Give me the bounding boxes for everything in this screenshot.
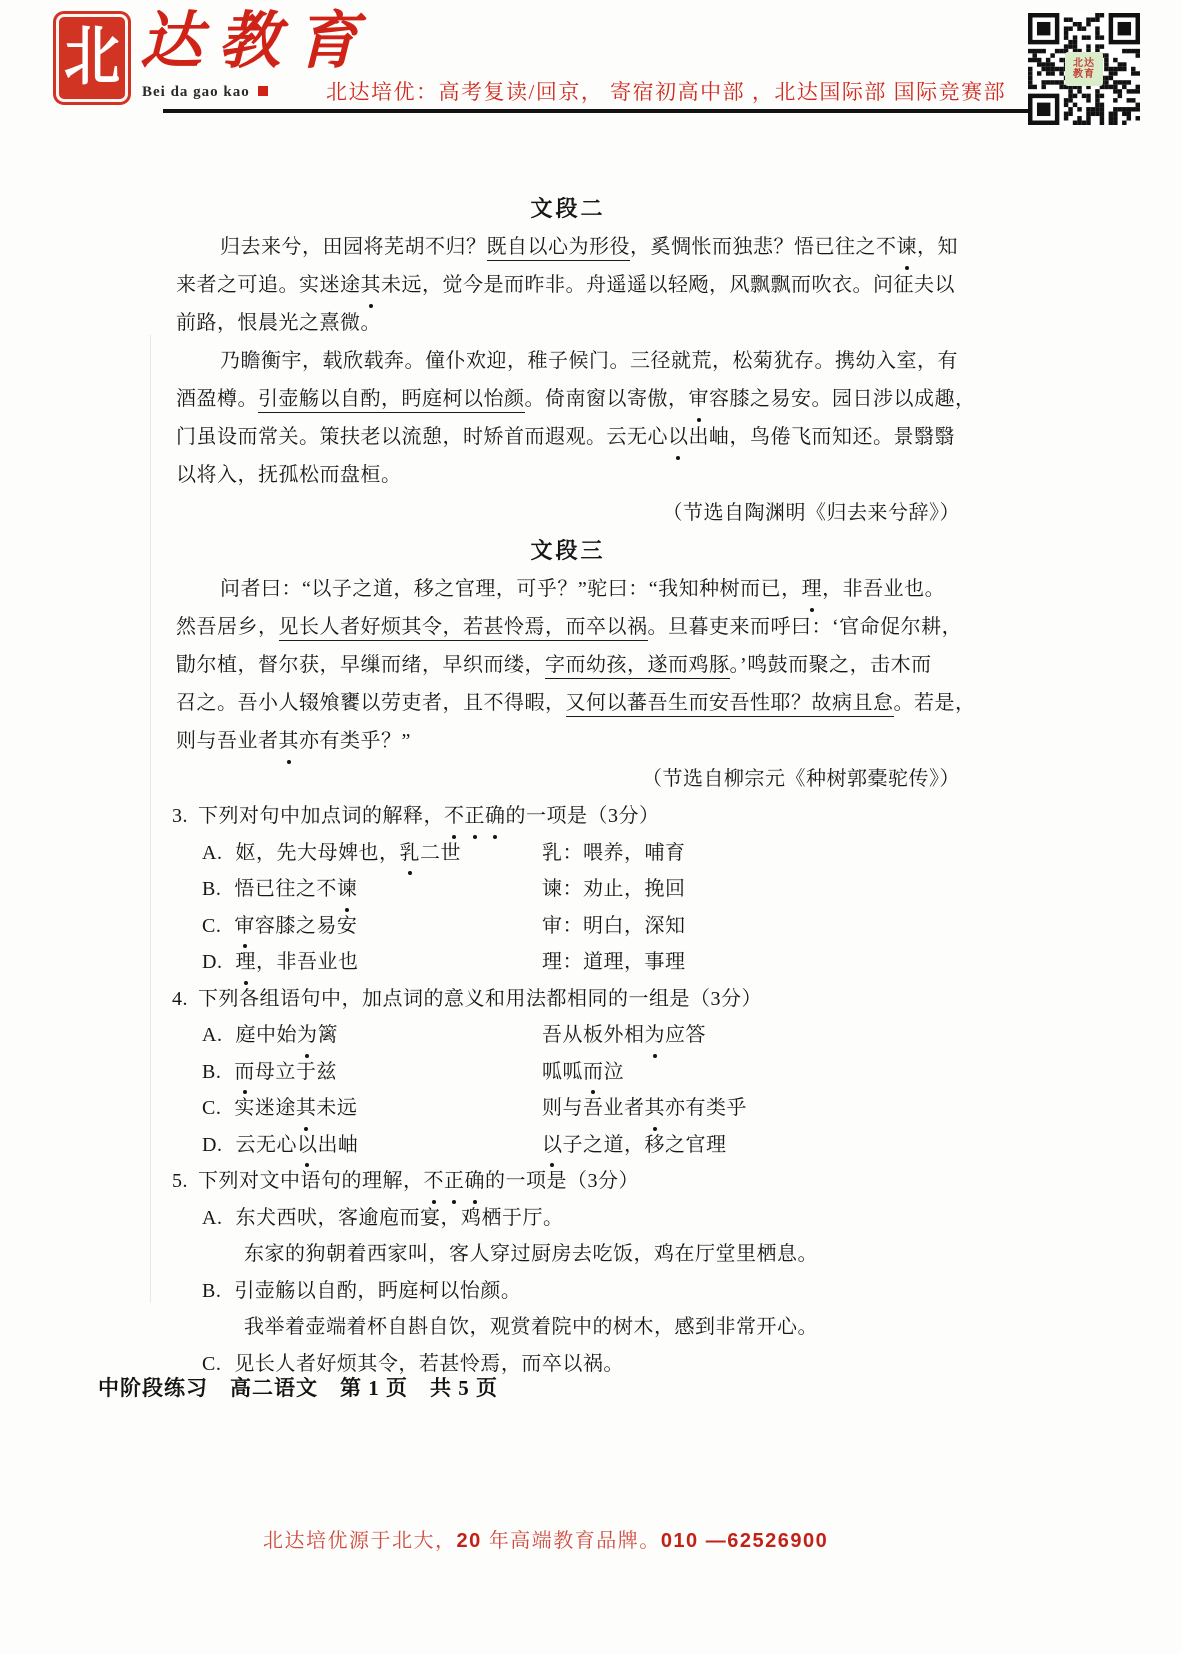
option-label: B. xyxy=(202,1279,222,1302)
passage-text-line: 乃瞻衡宇，载欣载奔。僮仆欢迎，稚子候门。三径就荒，松菊犹存。携幼入室，有 xyxy=(220,350,958,372)
question-number: 3. xyxy=(172,805,188,827)
section-heading-2: 文段二 xyxy=(530,196,606,221)
option-gloss: 审：明白，深知 xyxy=(542,914,686,937)
answer-option-row xyxy=(176,835,960,872)
header-slogan: 北达培优：高考复读/回京， 寄宿初高中部 ，北达国际部 国际竞赛部 xyxy=(326,80,1007,104)
option-phrase: 审容膝之易安 xyxy=(234,915,357,937)
option-phrase: 实迷途其未远 xyxy=(234,1097,357,1119)
question-stem: 4. 下列各组语句中，加点词的意义和用法都相同的一组是（3分） xyxy=(172,987,762,1010)
option-label: A. xyxy=(202,1024,223,1046)
option-label: D. xyxy=(202,951,223,973)
option-phrase: 理，非吾业也 xyxy=(235,951,358,973)
passage-text-line: 然吾居乡，见长人者好烦其令，若甚怜焉，而卒以祸。旦暮吏来而呼曰：‘官命促尔耕， xyxy=(176,608,960,646)
question-number: 4. xyxy=(172,987,188,1010)
scan-artifact-line xyxy=(150,335,151,1303)
brand-name: 达教育 xyxy=(140,8,375,76)
option-label: B. xyxy=(202,878,222,900)
option-phrase: 而母立于兹 xyxy=(234,1061,337,1083)
option-label: B. xyxy=(202,1060,222,1083)
option-explanation: 我举着壶端着杯自斟自饮，观赏着院中的树木，感到非常开心。 xyxy=(244,1316,818,1338)
question-stem: 5. 下列对文中语句的理解，不正确的一项是（3分） xyxy=(172,1163,960,1200)
option-phrase: 庭中始为篱 xyxy=(235,1024,338,1046)
answer-option-row xyxy=(176,1054,960,1091)
option-gloss: 谏：劝止，挽回 xyxy=(542,878,686,900)
answer-option-row: B. 引壶觞以自酌，眄庭柯以怡颜。 xyxy=(202,1279,522,1302)
header-rule xyxy=(163,109,1115,113)
passage-text-line: 问者曰：“以子之道，移之官理，可乎？”驼曰：“我知种树而已，理，非吾业也。 xyxy=(176,570,960,608)
answer-option-row xyxy=(176,944,960,981)
brand-seal-logo xyxy=(56,14,128,102)
seal-character: 北 xyxy=(64,22,120,94)
answer-option-row xyxy=(176,1017,960,1054)
passage-3-paragraph xyxy=(176,570,976,760)
qr-center-badge: 北达 教育 xyxy=(1065,52,1103,86)
passage-text-line: 则与吾业者其亦有类乎？” xyxy=(176,722,960,760)
exam-body xyxy=(172,190,976,1382)
option-label: A. xyxy=(202,1206,223,1229)
option-gloss: 呱呱而泣 xyxy=(542,1054,624,1091)
answer-option-row xyxy=(176,1090,960,1127)
red-square-icon xyxy=(258,86,268,96)
passage-text-line: 以将入，抚孤松而盘桓。 xyxy=(176,464,402,486)
passage-text-line: 来者之可追。实迷途其未远，觉今是而昨非。舟遥遥以轻飏，风飘飘而吹衣。问征夫以 xyxy=(176,266,960,304)
option-gloss: 以子之道，移之官理 xyxy=(542,1127,727,1164)
passage-2-paragraph-1 xyxy=(176,228,960,342)
option-gloss: 乳：喂养，哺育 xyxy=(542,841,686,864)
passage-text-line: 门虽设而常关。策扶老以流憩，时矫首而遐观。云无心以出岫，鸟倦飞而知还。景翳翳 xyxy=(176,418,960,456)
option-label: C. xyxy=(202,914,222,937)
qr-code xyxy=(1028,13,1140,125)
passage-text-line: 归去来兮，田园将芜胡不归？既自以心为形役，奚惆怅而独悲？悟已往之不谏，知 xyxy=(176,228,960,266)
passage-2-source: （节选自陶渊明《归去来兮辞》） xyxy=(662,502,960,524)
page-footer-info: 中阶段练习 高二语文 第 1 页 共 5 页 xyxy=(98,1376,498,1400)
option-gloss: 理：道理，事理 xyxy=(542,951,686,973)
section-heading-3: 文段三 xyxy=(530,538,606,563)
answer-option-row xyxy=(176,871,960,908)
footer-tagline: 北达培优源于北大，20 年高端教育品牌。010 —62526900 xyxy=(263,1530,829,1552)
option-phrase: 悟已往之不谏 xyxy=(234,878,357,900)
option-gloss: 吾从板外相为应答 xyxy=(542,1017,706,1054)
option-label: C. xyxy=(202,1097,222,1119)
question-number: 5. xyxy=(172,1170,188,1192)
answer-option-row: A. 东犬西吠，客逾庖而宴，鸡栖于厅。 xyxy=(202,1206,564,1229)
option-label: D. xyxy=(202,1133,223,1156)
passage-text-line: 酒盈樽。引壶觞以自酌，眄庭柯以怡颜。倚南窗以寄傲，审容膝之易安。园日涉以成趣， xyxy=(176,380,960,418)
option-label: A. xyxy=(202,841,223,864)
option-phrase: 云无心以出岫 xyxy=(235,1134,358,1156)
answer-option-row xyxy=(176,908,960,945)
option-phrase: 妪，先大母婢也，乳二世 xyxy=(235,842,461,864)
questions-section xyxy=(172,798,960,1382)
option-gloss: 则与吾业者其亦有类乎 xyxy=(542,1090,747,1127)
option-label: C. xyxy=(202,1352,222,1375)
answer-option-row xyxy=(176,1127,960,1164)
option-explanation: 东家的狗朝着西家叫，客人穿过厨房去吃饭，鸡在厅堂里栖息。 xyxy=(244,1243,818,1265)
passage-text-line: 召之。吾小人辍飧饔以劳吏者，且不得暇，又何以蕃吾生而安吾性耶？故病且怠。若是， xyxy=(176,684,960,722)
passage-text-line: 勖尔植，督尔获，早缫而绪，早织而缕，字而幼孩，遂而鸡豚。’鸣鼓而聚之，击木而 xyxy=(176,646,960,684)
question-block xyxy=(172,981,960,1164)
question-block xyxy=(172,1163,960,1382)
brand-romanized: Bei da gao kao xyxy=(142,84,268,101)
question-block xyxy=(172,798,960,981)
passage-2-paragraph-2 xyxy=(176,342,976,494)
answer-option-row: C. 见长人者好烦其令，若甚怜焉，而卒以祸。 xyxy=(202,1352,624,1375)
question-stem: 3. 下列对句中加点词的解释，不正确的一项是（3分） xyxy=(172,798,960,835)
passage-text-line: 前路，恨晨光之熹微。 xyxy=(176,312,381,334)
passage-3-source: （节选自柳宗元《种树郭橐驼传》） xyxy=(642,768,960,790)
